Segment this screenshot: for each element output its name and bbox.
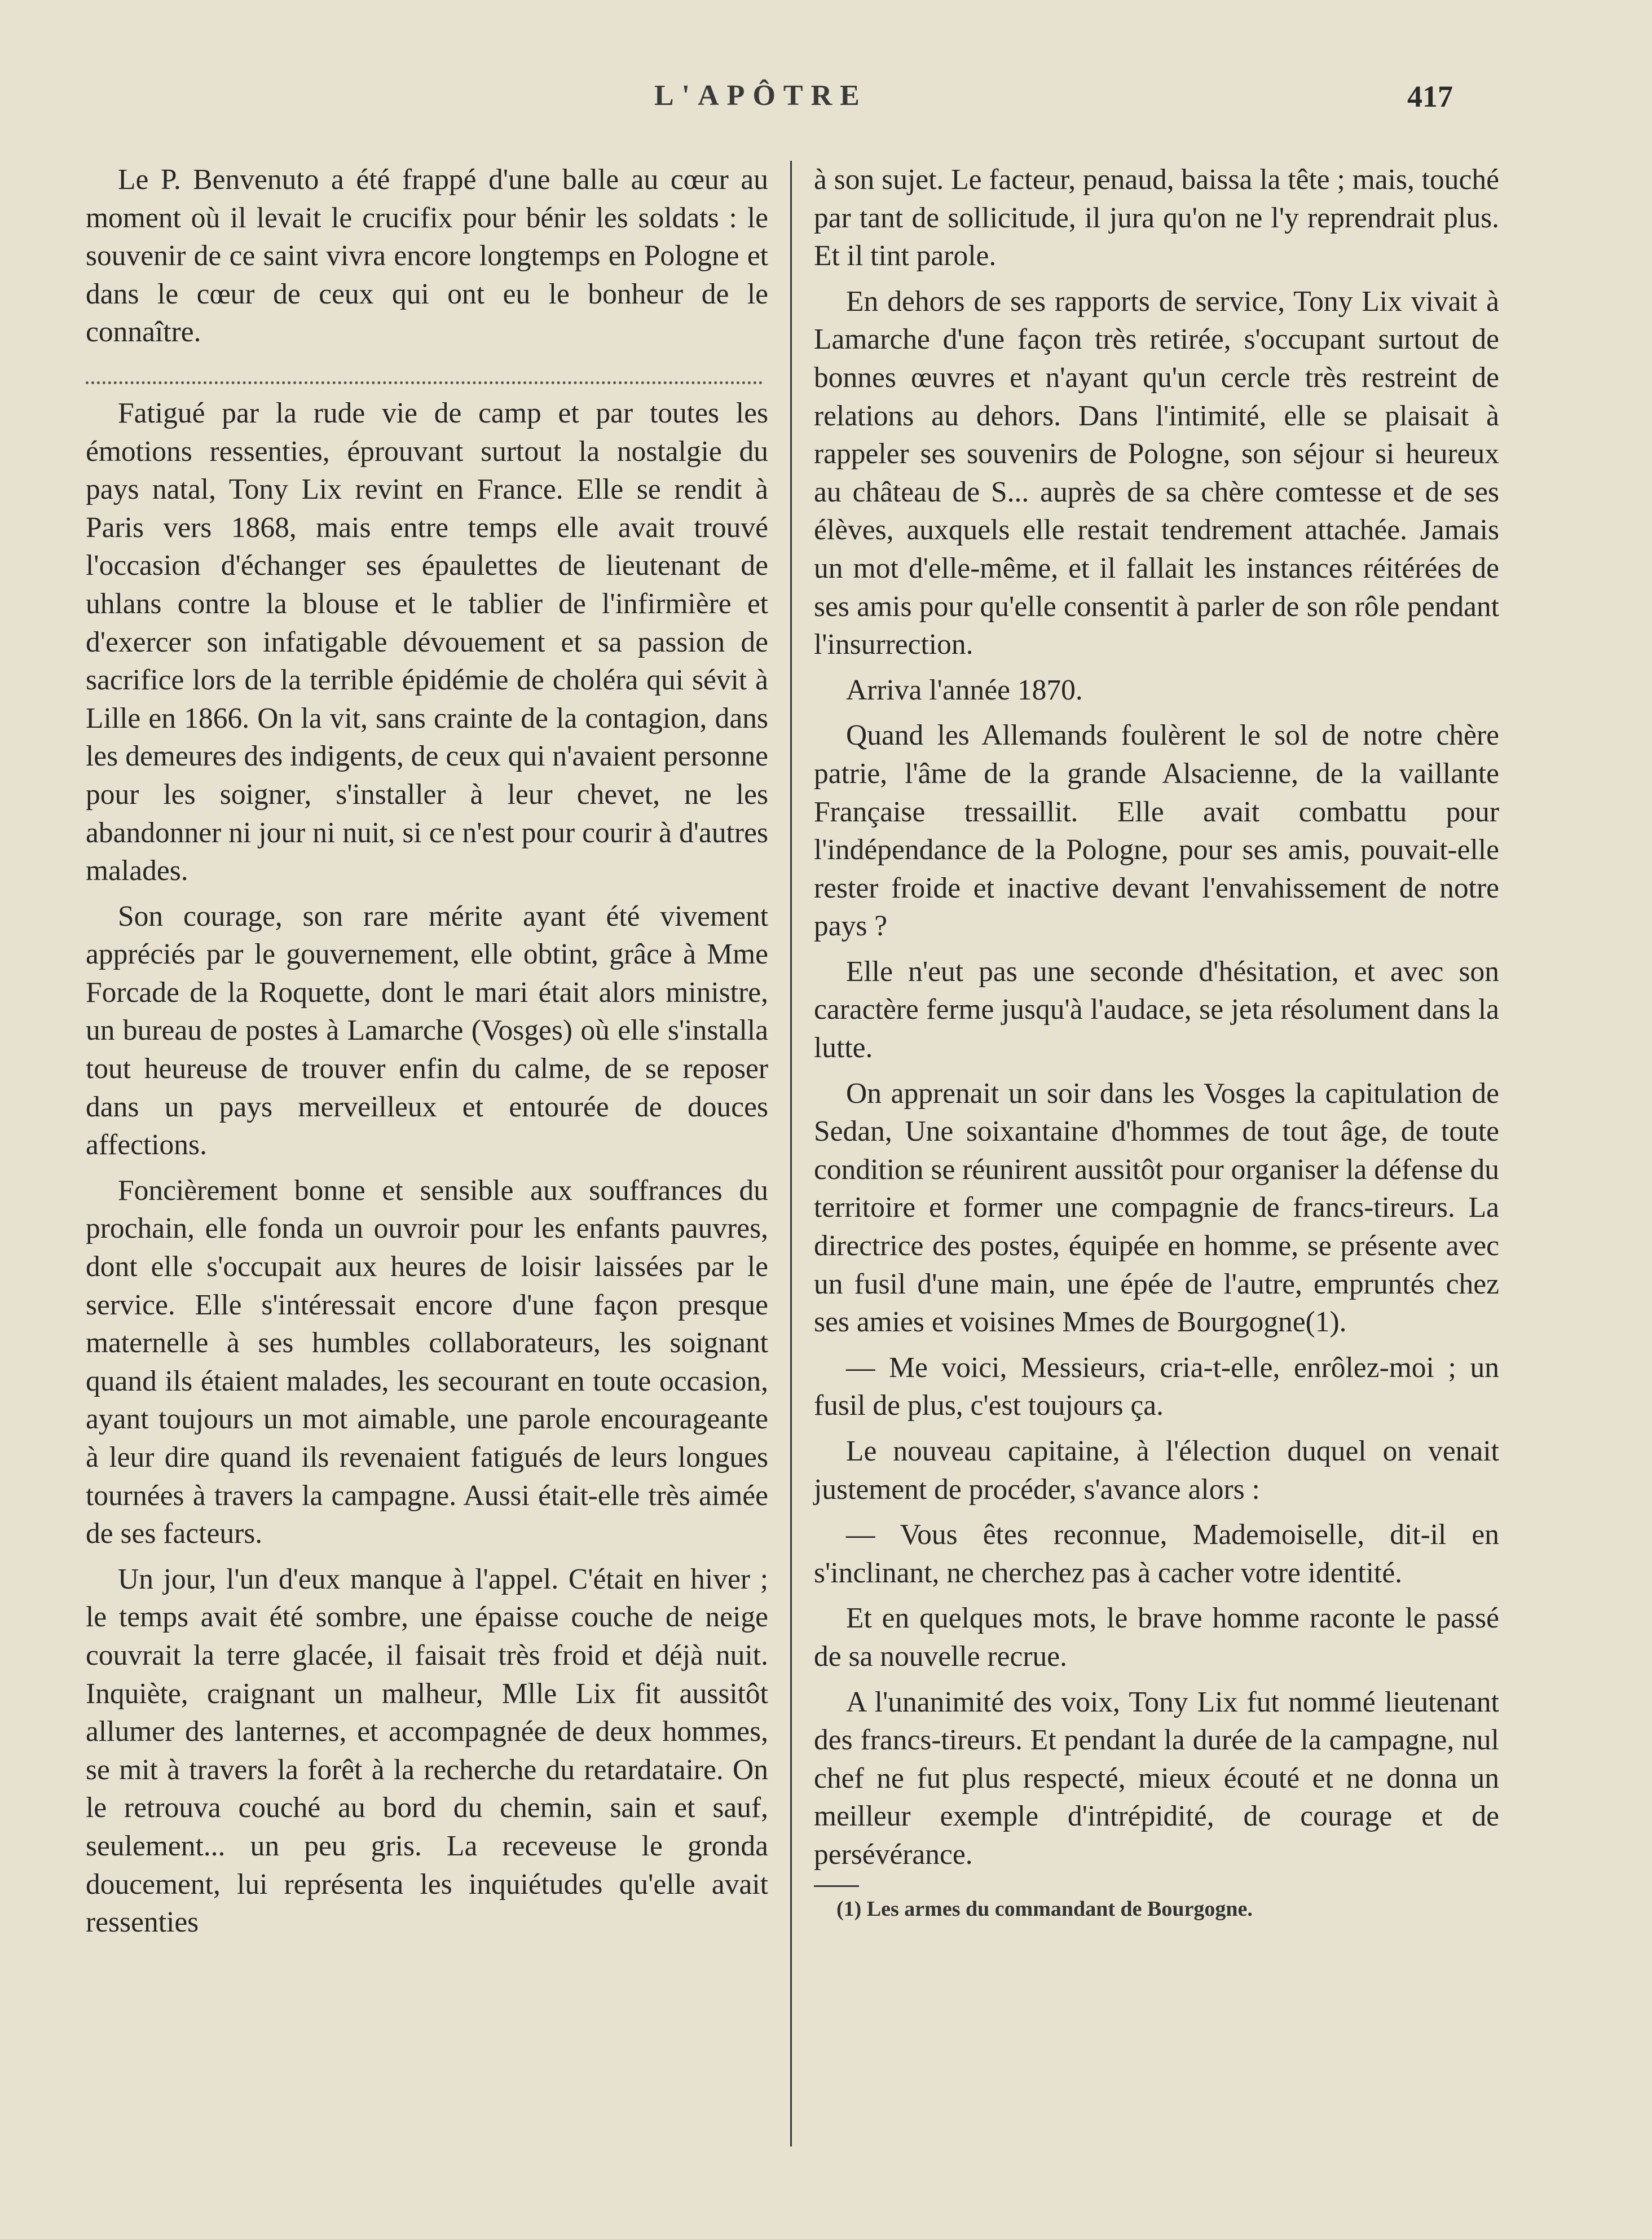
running-head: L'APÔTRE (654, 80, 867, 112)
paragraph: Son courage, son rare mérite ayant été vivement appréciés par le gouvernement, elle obtint, grâce à Mme Forcade de la Roquette, dont le mari était alors ministre, un bureau de postes à Lamarche (Vosges) où elle s'installa tout heureuse de trouver enfin du calme, de se reposer dans un pays merveilleux et entourée de douces affections. (86, 900, 768, 1162)
page-number: 417 (1407, 80, 1453, 113)
paragraph: Elle n'eut pas une seconde d'hésitation, et avec son caractère ferme jusqu'à l'audace, se jeta résolument dans la lutte. (814, 955, 1499, 1064)
paragraph: — Me voici, Messieurs, cria-t-elle, enrôlez-moi ; un fusil de plus, c'est toujours ça. (814, 1351, 1499, 1422)
paragraph: Foncièrement bonne et sensible aux souffrances du prochain, elle fonda un ouvroir pour les enfants pauvres, dont elle s'occupait aux heures de loisir laissées par le service. Elle s'intéressait encore d'une façon presque maternelle à ses humbles collaborateurs, les soignant quand ils étaient malades, les secourant en toute occasion, ayant toujours un mot aimable, une parole encourageante à leur dire quand ils revenaient fatigués de leurs longues tournées à travers la campagne. Aussi était-elle très aimée de ses facteurs. (86, 1174, 768, 1550)
left-column (86, 161, 768, 1942)
right-column (814, 161, 1499, 1924)
paragraph: Et en quelques mots, le brave homme raconte le passé de sa nouvelle recrue. (814, 1602, 1499, 1673)
paragraph: Le P. Benvenuto a été frappé d'une balle au cœur au moment où il levait le crucifix pour bénir les soldats : le souvenir de ce saint vivra encore longtemps en Pologne et dans le cœur de ceux qui ont eu le bonheur de le connaître. (86, 164, 768, 349)
page-header (0, 79, 1652, 124)
paragraph: A l'unanimité des voix, Tony Lix fut nommé lieutenant des francs-tireurs. Et pendant la durée de la campagne, nul chef ne fut plus respecté, mieux écouté et ne donna un meilleur exemple d'intrépidité, de courage et de persévérance. (814, 1686, 1499, 1871)
paragraph: Fatigué par la rude vie de camp et par toutes les émotions ressenties, éprouvant surtout la nostalgie du pays natal, Tony Lix revint en France. Elle se rendit à Paris vers 1868, mais entre temps elle avait trouvé l'occasion d'échanger ses épaulettes de lieutenant de uhlans contre la blouse et le tablier de l'infirmière et d'exercer son infatigable dévouement et sa passion de sacrifice lors de la terrible épidémie de choléra qui sévit à Lille en 1866. On la vit, sans crainte de la contagion, dans les demeures des indigents, de ceux qui n'avaient personne pour les soigner, s'installer à leur chevet, ne les abandonner ni jour ni nuit, si ce n'est pour courir à d'autres malades. (86, 397, 768, 887)
footnote-rule (814, 1885, 859, 1887)
footnote: (1) Les armes du commandant de Bourgogne. (836, 1897, 1253, 1921)
paragraph: Quand les Allemands foulèrent le sol de notre chère patrie, l'âme de la grande Alsacienne, de la vaillante Française tressaillit. Elle avait combattu pour l'indépendance de la Pologne, pour ses amis, pouvait-elle rester froide et inactive devant l'envahissement de notre pays ? (814, 719, 1499, 943)
paragraph: En dehors de ses rapports de service, Tony Lix vivait à Lamarche d'une façon très retirée, s'occupant surtout de bonnes œuvres et n'ayant qu'un cercle très restreint de relations au dehors. Dans l'intimité, elle se plaisait à rappeler ses souvenirs de Pologne, son séjour si heureux au château de S... auprès de sa chère comtesse et de ses élèves, auxquels elle restait tendrement attachée. Jamais un mot d'elle-même, et il fallait les instances réitérées de ses amis pour qu'elle consentit à parler de son rôle pendant l'insurrection. (814, 285, 1499, 661)
paragraph: On apprenait un soir dans les Vosges la capitulation de Sedan, Une soixantaine d'hommes de tout âge, de toute condition se réunirent aussitôt pour organiser la défense du territoire et former une compagnie de francs-tireurs. La directrice des postes, équipée en homme, se présente avec un fusil d'une main, une épée de l'autre, empruntés chez ses amies et voisines Mmes de Bourgogne(1). (814, 1077, 1499, 1339)
dotted-separator (86, 359, 763, 384)
paragraph: Le nouveau capitaine, à l'élection duquel on venait justement de procéder, s'avance alors : (814, 1435, 1499, 1506)
paragraph: Arriva l'année 1870. (846, 674, 1083, 706)
paragraph: — Vous êtes reconnue, Mademoiselle, dit-il en s'inclinant, ne cherchez pas à cacher votre identité. (814, 1519, 1499, 1589)
paragraph: à son sujet. Le facteur, penaud, baissa la tête ; mais, touché par tant de sollicitude, il jura qu'on ne l'y reprendrait plus. Et il tint parole. (814, 164, 1499, 272)
paragraph: Un jour, l'un d'eux manque à l'appel. C'était en hiver ; le temps avait été sombre, une épaisse couche de neige couvrait la terre glacée, il faisait très froid et déjà nuit. Inquiète, craignant un malheur, Mlle Lix fit aussitôt allumer des lanternes, et accompagnée de deux hommes, se mit à travers la forêt à la recherche du retardataire. On le retrouva couché au bord du chemin, sain et sauf, seulement... un peu gris. La receveuse le gronda doucement, lui représenta les inquiétudes qu'elle avait ressenties (86, 1563, 768, 1939)
column-divider (790, 161, 792, 2146)
